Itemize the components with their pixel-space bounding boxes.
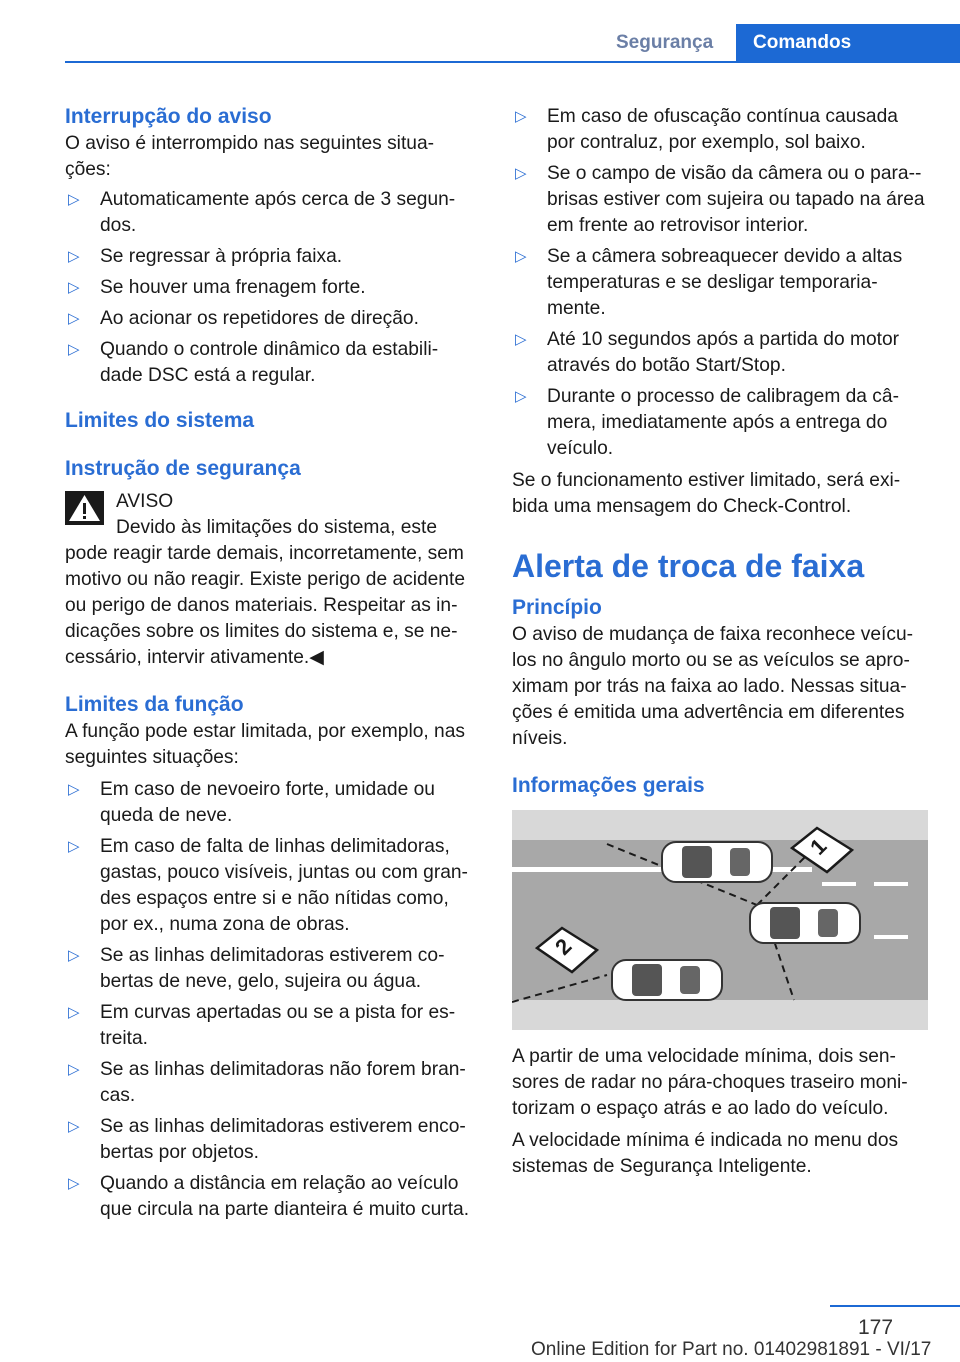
triangle-bullet-icon: ▷ bbox=[515, 248, 527, 265]
warning-text-continued: pode reagir tarde demais, incorretamente, sem motivo ou não reagir. Existe perigo de acidente ou perigo de danos materiais. Respeitar as in‐dicações sobre os limites do sistema e, se ne‐cessário, intervir ativamente.◀ bbox=[65, 543, 465, 668]
triangle-bullet-icon: ▷ bbox=[68, 248, 80, 265]
list-item: ▷ Se a câmera sobreaquecer devido a altas temperaturas e se desligar temporaria‐mente. bbox=[515, 246, 903, 319]
page-number: 177 bbox=[858, 1316, 894, 1339]
paragraph-speed: A partir de uma velocidade mínima, dois sen‐sores de radar no pára-choques traseiro moni‐torizam o espaço atrás e ao lado do veículo. bbox=[512, 1046, 908, 1119]
triangle-bullet-icon: ▷ bbox=[68, 1118, 80, 1135]
figure-label-2: 2 bbox=[550, 933, 577, 960]
list-item: ▷ Em curvas apertadas ou se a pista for es‐treita. bbox=[68, 1002, 456, 1049]
tab-security[interactable]: Segurança bbox=[616, 32, 714, 53]
triangle-bullet-icon: ▷ bbox=[515, 331, 527, 348]
paragraph-function-limits: A função pode estar limitada, por exemplo, nas seguintes situações: bbox=[65, 721, 465, 768]
warning-text: Devido às limitações do sistema, este bbox=[116, 517, 437, 538]
triangle-bullet-icon: ▷ bbox=[68, 1004, 80, 1021]
list-item: ▷ Automaticamente após cerca de 3 segun‐dos. bbox=[68, 189, 456, 236]
triangle-bullet-icon: ▷ bbox=[515, 388, 527, 405]
function-limits-list bbox=[65, 777, 479, 1223]
heading-principle: Princípio bbox=[512, 596, 602, 619]
list-item: ▷ Em caso de falta de linhas delimitadoras, gastas, pouco visíveis, juntas ou com gran‐des espaços entre si e não nítidas como, por ex., numa zona de obras. bbox=[68, 836, 468, 935]
triangle-bullet-icon: ▷ bbox=[515, 165, 527, 182]
triangle-bullet-icon: ▷ bbox=[68, 279, 80, 296]
figure-label-1: 1 bbox=[805, 833, 832, 860]
list-item: ▷ Se houver uma frenagem forte. bbox=[65, 275, 479, 301]
edition-footer: Online Edition for Part no. 01402981891 - VI/17 bbox=[531, 1339, 932, 1360]
heading-system-limits: Limites do sistema bbox=[65, 409, 255, 432]
list-item: ▷ Ao acionar os repetidores de direção. bbox=[65, 306, 479, 332]
list-item: ▷ Quando a distância em relação ao veículo que circula na parte dianteira é muito curta. bbox=[68, 1173, 470, 1220]
left-column bbox=[65, 100, 479, 1223]
triangle-bullet-icon: ▷ bbox=[68, 1175, 80, 1192]
paragraph-principle: O aviso de mudança de faixa reconhece veícu‐los no ângulo morto ou se as veículos se apro‐ximam por trás na faixa ao lado. Nessas situa‐ções é emitida uma advertência em diferentes níveis. bbox=[512, 624, 914, 749]
triangle-bullet-icon: ▷ bbox=[68, 310, 80, 327]
car-top bbox=[662, 842, 772, 882]
list-item: ▷ Se regressar à própria faixa. bbox=[65, 244, 479, 270]
footer-divider bbox=[830, 1305, 960, 1307]
header-divider bbox=[65, 61, 960, 63]
camera-limits-list bbox=[512, 104, 928, 462]
list-item: ▷ Quando o controle dinâmico da estabili‐dade DSC está a regular. bbox=[68, 339, 439, 386]
heading-interrupt: Interrupção do aviso bbox=[65, 105, 272, 128]
heading-safety: Instrução de segurança bbox=[65, 457, 301, 480]
warning-label: AVISO bbox=[116, 491, 174, 512]
triangle-bullet-icon: ▷ bbox=[68, 947, 80, 964]
list-item: ▷ Durante o processo de calibragem da câ‐mera, imediatamente após a entrega do veículo. bbox=[515, 386, 899, 459]
list-item: ▷ Se as linhas delimitadoras não forem bran‐cas. bbox=[68, 1059, 466, 1106]
heading-function-limits: Limites da função bbox=[65, 693, 244, 716]
list-item: ▷ Em caso de ofuscação contínua causada por contraluz, por exemplo, sol baixo. bbox=[515, 106, 898, 153]
paragraph-interrupt: O aviso é interrompido nas seguintes situa‐ções: bbox=[65, 133, 435, 180]
tab-commands[interactable]: Comandos bbox=[736, 24, 960, 62]
list-item: ▷ Se as linhas delimitadoras estiverem enco‐bertas por objetos. bbox=[68, 1116, 466, 1163]
triangle-bullet-icon: ▷ bbox=[68, 1061, 80, 1078]
triangle-bullet-icon: ▷ bbox=[68, 838, 80, 855]
triangle-bullet-icon: ▷ bbox=[68, 781, 80, 798]
heading-general-info: Informações gerais bbox=[512, 774, 705, 797]
list-item: ▷ Se as linhas delimitadoras estiverem co‐bertas de neve, gelo, sujeira ou água. bbox=[68, 945, 445, 992]
triangle-bullet-icon: ▷ bbox=[515, 108, 527, 125]
list-item: ▷ Se o campo de visão da câmera ou o para‐-brisas estiver com sujeira ou tapado na área em frente ao retrovisor interior. bbox=[515, 163, 925, 236]
list-item: ▷ Em caso de nevoeiro forte, umidade ou queda de neve. bbox=[68, 779, 435, 826]
paragraph-menu: A velocidade mínima é indicada no menu dos sistemas de Segurança Inteligente. bbox=[512, 1130, 899, 1177]
lane-change-illustration bbox=[512, 810, 928, 1030]
paragraph-limited: Se o funcionamento estiver limitado, será exi‐bida uma mensagem do Check-Control. bbox=[512, 470, 901, 517]
right-column bbox=[512, 100, 928, 1180]
list-item: ▷ Até 10 segundos após a partida do motor através do botão Start/Stop. bbox=[515, 329, 900, 376]
warning-box bbox=[65, 489, 479, 671]
triangle-bullet-icon: ▷ bbox=[68, 191, 80, 208]
page-header bbox=[0, 24, 960, 62]
interrupt-list bbox=[65, 187, 479, 389]
warning-icon bbox=[65, 491, 104, 525]
heading-lane-change: Alerta de troca de faixa bbox=[512, 548, 865, 584]
triangle-bullet-icon: ▷ bbox=[68, 341, 80, 358]
